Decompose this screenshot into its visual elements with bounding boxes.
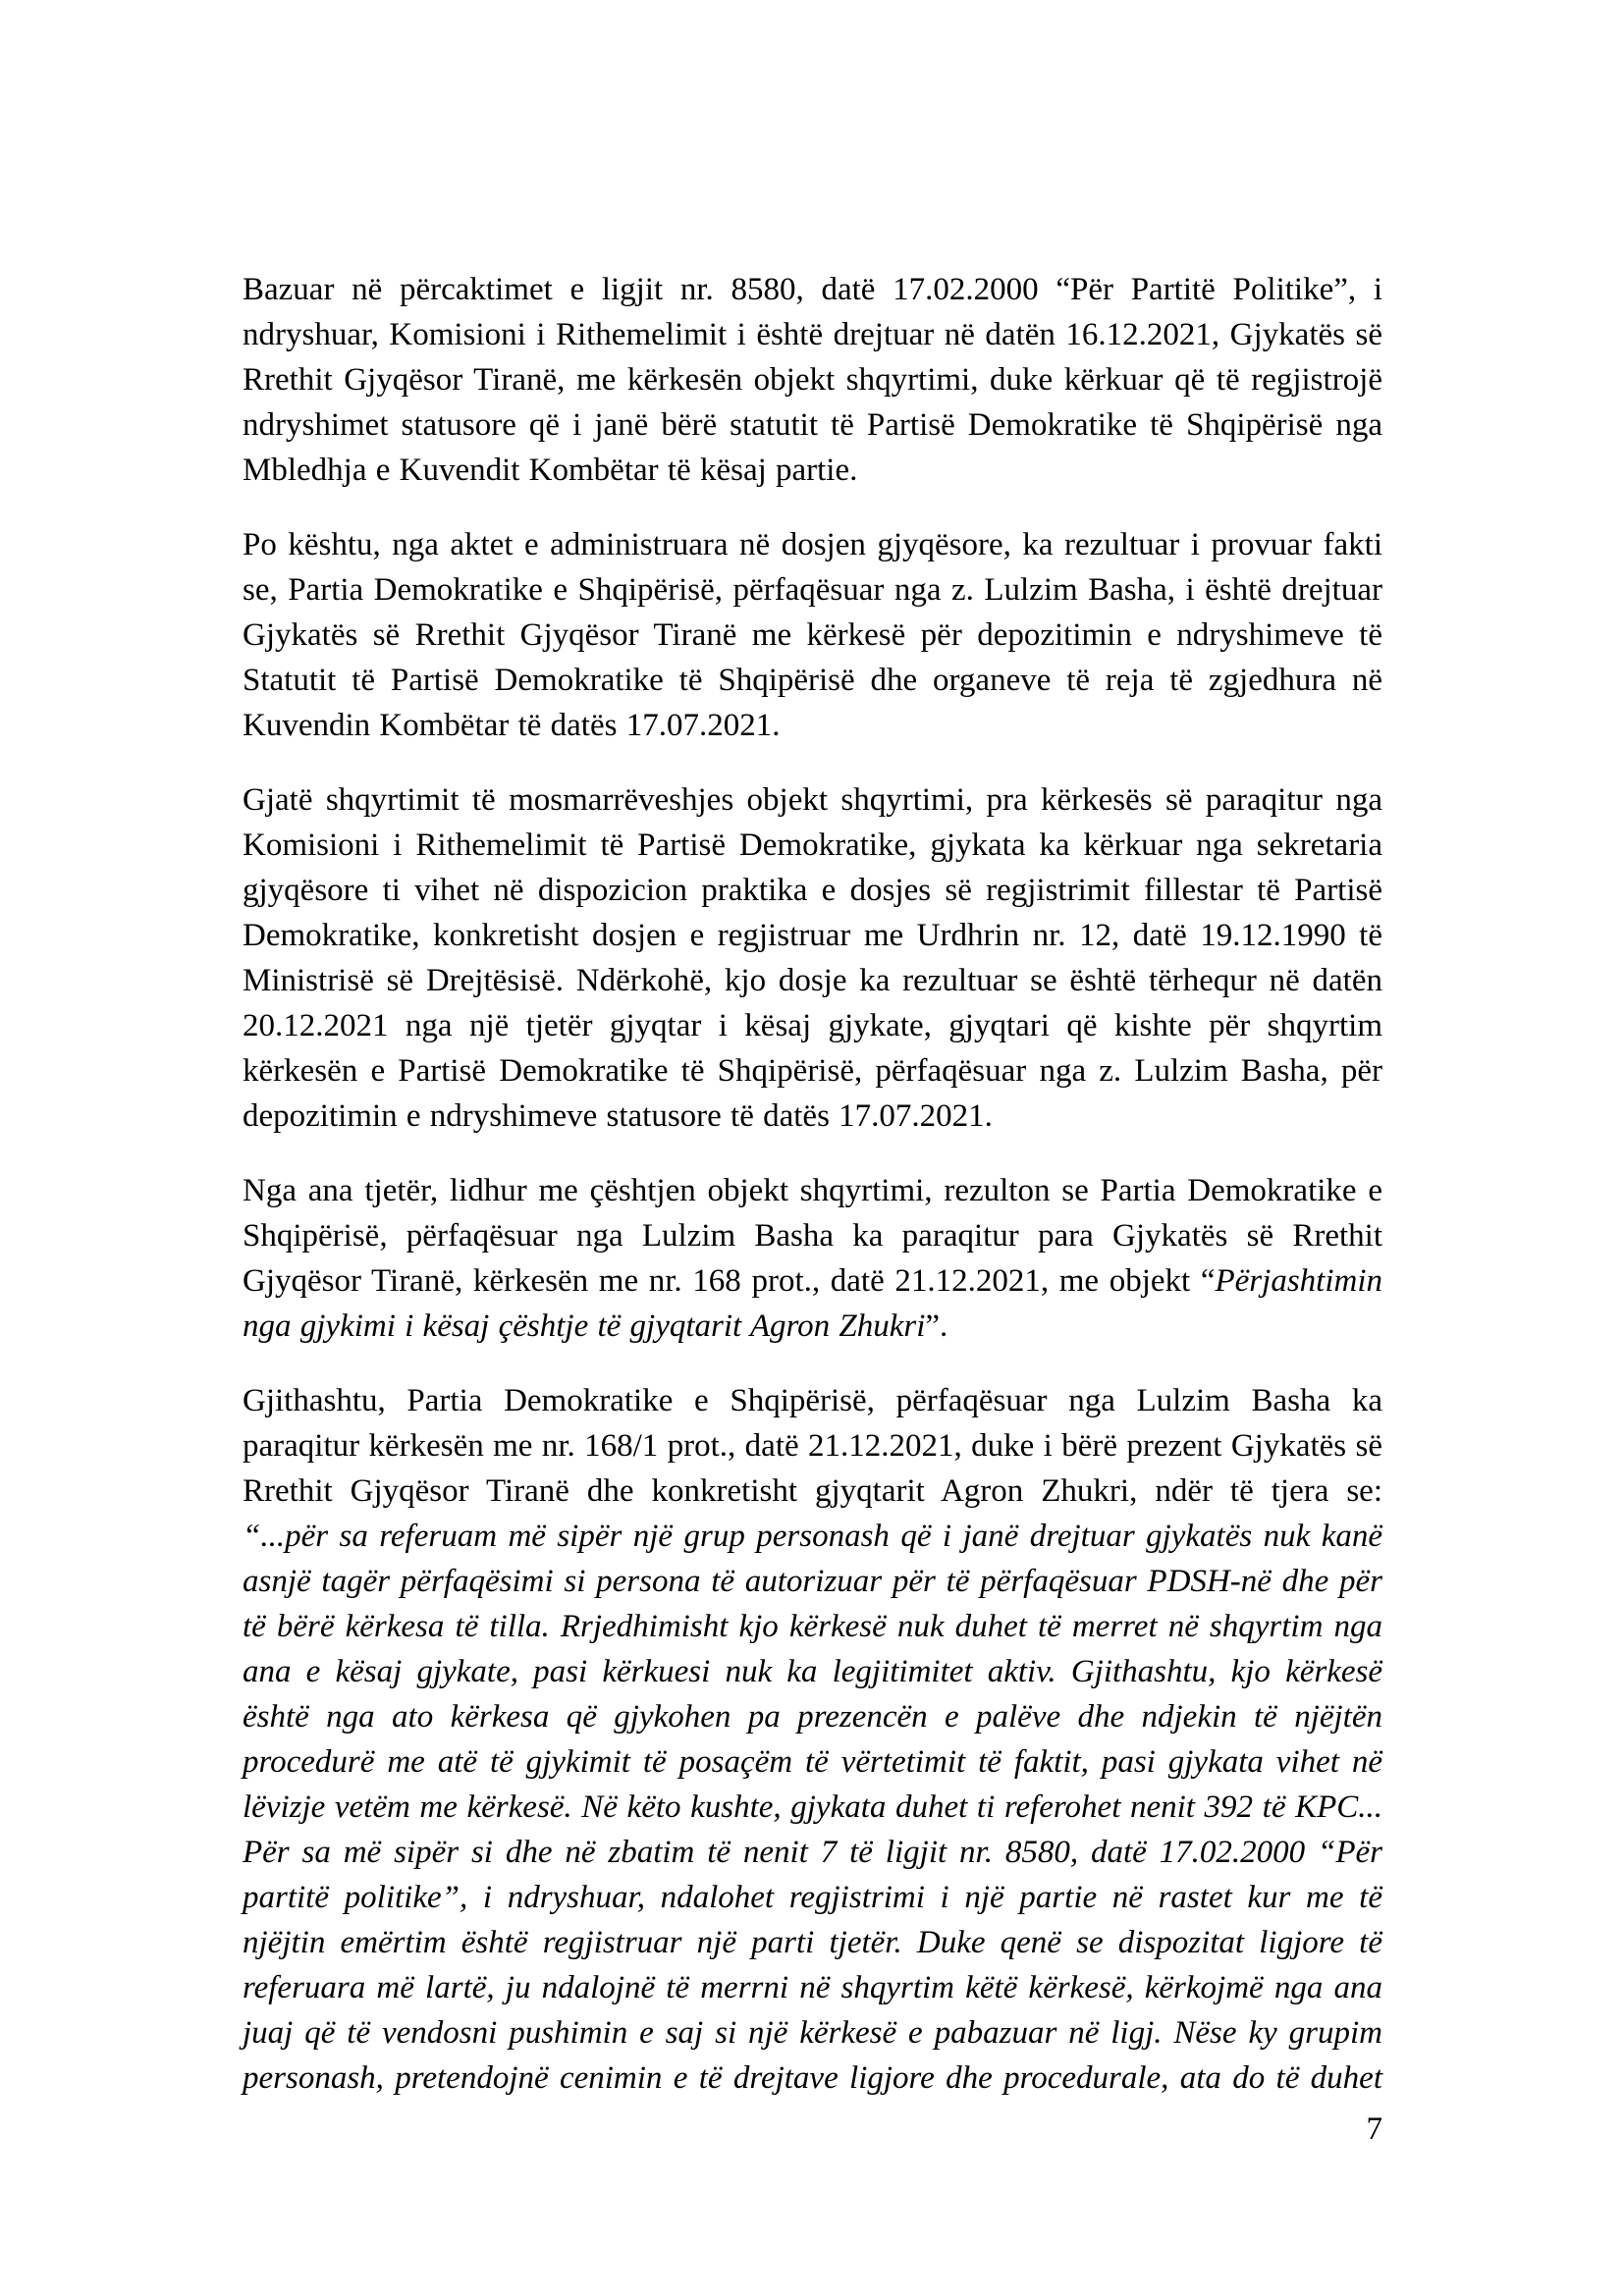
text-run: Gjatë shqyrtimit të mosmarrëveshjes objekt shqyrtimi, pra kërkesës së paraqitur nga Komisioni i Rithemelimit të Partisë Demokratike, gjykata ka kërkuar nga sekretaria gjyqësore ti vihet në dispozicion praktika e dosjes së regjistrimit fillestar të Partisë Demokratike, konkretisht dosjen e regjistruar me Urdhrin nr. 12, datë 19.12.1990 të Ministrisë së Drejtësisë. Ndërkohë, kjo dosje ka rezultuar se është tërhequr në datën 20.12.2021 nga një tjetër gjyqtar i kësaj gjykate, gjyqtari që kishte për shqyrtim kërkesën e Partisë Demokratike të Shqipërisë, përfaqësuar nga z. Lulzim Basha, për depozitimin e ndryshimeve statusore të datës 17.07.2021. <box>243 782 1382 1134</box>
text-run: ”. <box>925 1308 948 1344</box>
text-run: Gjithashtu, Partia Demokratike e Shqipërisë, përfaqësuar nga Lulzim Basha ka paraqitur kërkesën me nr. 168/1 prot., datë 21.12.2021, duke i bërë prezent Gjykatës së Rrethit Gjyqësor Tiranë dhe konkretisht gjyqtarit Agron Zhukri, ndër të tjera se: <box>243 1383 1382 1509</box>
paragraph <box>243 267 1382 493</box>
paragraph <box>243 777 1382 1139</box>
paragraph <box>243 522 1382 748</box>
document-body <box>243 267 1382 2101</box>
text-run: Bazuar në përcaktimet e ligjit nr. 8580, datë 17.02.2000 “Për Partitë Politike”, i ndryshuar, Komisioni i Rithemelimit i është drejtuar në datën 16.12.2021, Gjykatës së Rrethit Gjyqësor Tiranë, me kërkesën objekt shqyrtimi, duke kërkuar që të regjistrojë ndryshimet statusore që i janë bërë statutit të Partisë Demokratike të Shqipërisë nga Mbledhja e Kuvendit Kombëtar të kësaj partie. <box>243 272 1382 488</box>
paragraph <box>243 1378 1382 2101</box>
text-run: Nga ana tjetër, lidhur me çështjen objekt shqyrtimi, rezulton se Partia Demokratike e Shqipërisë, përfaqësuar nga Lulzim Basha ka paraqitur para Gjykatës së Rrethit Gjyqësor Tiranë, kërkesën me nr. 168 prot., datë 21.12.2021, me objekt “ <box>243 1173 1382 1299</box>
page-number: 7 <box>1366 2111 1382 2147</box>
paragraph <box>243 1168 1382 1349</box>
text-run-italic-quote: “...për sa referuam më sipër një grup personash që i janë drejtuar gjykatës nuk kanë asnjë tagër përfaqësimi si persona të autorizuar për të përfaqësuar PDSH-në dhe për të bërë kërkesa të tilla. Rrjedhimisht kjo kërkesë nuk duhet të merret në shqyrtim nga ana e kësaj gjykate, pasi kërkuesi nuk ka legjitimitet aktiv. Gjithashtu, kjo kërkesë është nga ato kërkesa që gjykohen pa prezencën e palëve dhe ndjekin të njëjtën procedurë me atë të gjykimit të posaçëm të vërtetimit të faktit, pasi gjykata vihet në lëvizje vetëm me kërkesë. Në këto kushte, gjykata duhet ti referohet nenit 392 të KPC... Për sa më sipër si dhe në zbatim të nenit 7 të ligjit nr. 8580, datë 17.02.2000 “Për partitë politike”, i ndryshuar, ndalohet regjistrimi i një partie në rastet kur me të njëjtin emërtim është regjistruar një parti tjetër. Duke qenë se dispozitat ligjore të referuara më lartë, ju ndalojnë të merrni në shqyrtim këtë kërkesë, kërkojmë nga ana juaj që të vendosni pushimin e saj si një kërkesë e pabazuar në ligj. Nëse ky grupim personash, pretendojnë cenimin e të drejtave ligjore dhe procedurale, ata do të duhet <box>243 1519 1382 2096</box>
text-run-italic-quote: Përjashtimin nga gjykimi i kësaj çështje të gjyqtarit Agron Zhukri <box>243 1263 1382 1344</box>
text-run: Po kështu, nga aktet e administruara në dosjen gjyqësore, ka rezultuar i provuar fakti se, Partia Demokratike e Shqipërisë, përfaqësuar nga z. Lulzim Basha, i është drejtuar Gjykatës së Rrethit Gjyqësor Tiranë me kërkesë për depozitimin e ndryshimeve të Statutit të Partisë Demokratike të Shqipërisë dhe organeve të reja të zgjedhura në Kuvendin Kombëtar të datës 17.07.2021. <box>243 527 1382 743</box>
